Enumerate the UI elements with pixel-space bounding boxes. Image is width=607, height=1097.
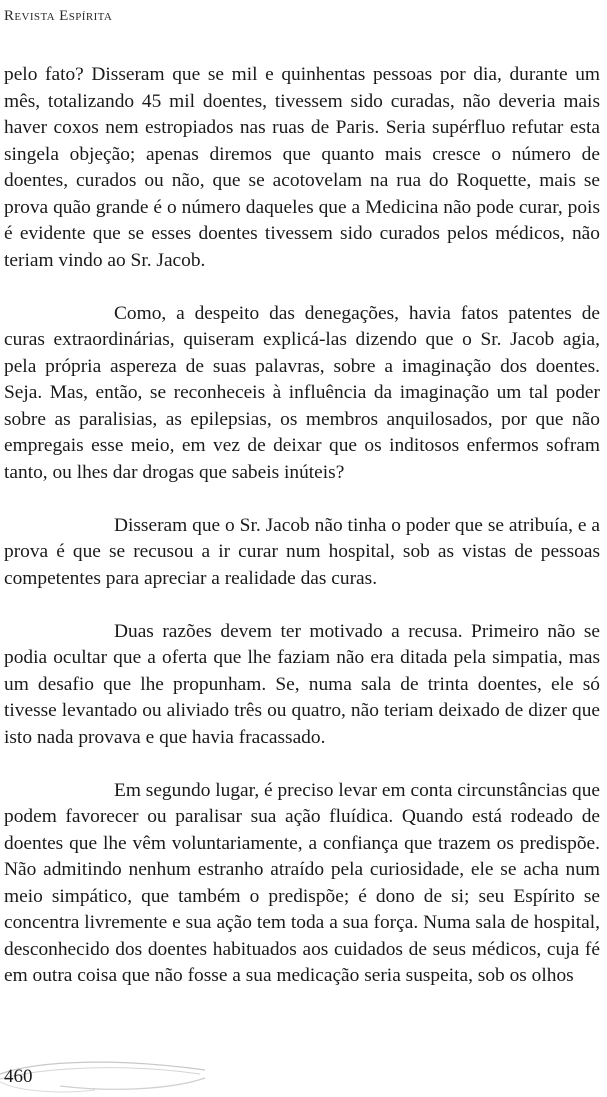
paragraph: Em segundo lugar, é preciso levar em conta circunstâncias que podem favorecer ou paralisar sua ação fluídica. Quando está rodeado de doentes que lhe vêm voluntariamente, a confiança que trazem os predispõe. Não admitindo nenhum estranho atraído pela curiosidade, ele se acha num meio simpático, que também o predispõe; é dono de si; seu Espírito se concentra livremente e sua ação tem toda a sua força. Numa sala de hospital, desconhecido dos doentes habituados aos cuidados de seus médicos, cuja fé em outra coisa que não fosse a sua medicação seria suspeita, sob os olhos xyxy=(4,779,600,986)
paragraph: Disseram que o Sr. Jacob não tinha o poder que se atribuía, e a prova é que se recusou a ir curar num hospital, sob as vistas de pessoas competentes para apreciar a realidade das curas. xyxy=(4,514,600,589)
running-header: Revista Espírita xyxy=(4,8,113,24)
page-body xyxy=(4,62,600,990)
paragraph-continuation: pelo fato? Disseram que se mil e quinhentas pessoas por dia, durante um mês, totalizando 45 mil doentes, tivessem sido curadas, não deveria mais haver coxos nem estropiados nas ruas de Paris. Seria supérfluo refutar esta singela objeção; apenas diremos que quanto mais cresce o número de doentes, curados ou não, que se acotovelam na rua do Roquette, mais se prova quão grande é o número daqueles que a Medicina não pode curar, pois é evidente que se esses doentes tivessem sido curados pelos médicos, não teriam vindo ao Sr. Jacob. xyxy=(4,64,600,271)
paragraph: Como, a despeito das denegações, havia fatos patentes de curas extraordinárias, quiseram explicá-las dizendo que o Sr. Jacob agia, pela própria aspereza de suas palavras, sobre a imaginação dos doentes. Seja. Mas, então, se reconheceis à influência da imaginação um tal poder sobre as paralisias, as epilepsias, os membros anquilosados, por que não empregais esse meio, em vez de deixar que os inditosos enfermos sofram tanto, ou lhes dar drogas que sabeis inúteis? xyxy=(4,302,600,483)
paragraph: Duas razões devem ter motivado a recusa. Primeiro não se podia ocultar que a oferta que lhe faziam não era ditada pela simpatia, mas um desafio que lhe propunham. Se, numa sala de trinta doentes, ele só tivesse levantado ou aliviado três ou quatro, não teriam deixado de dizer que isto nada provava e que havia fracassado. xyxy=(4,620,600,748)
page-number: 460 xyxy=(4,1066,33,1087)
